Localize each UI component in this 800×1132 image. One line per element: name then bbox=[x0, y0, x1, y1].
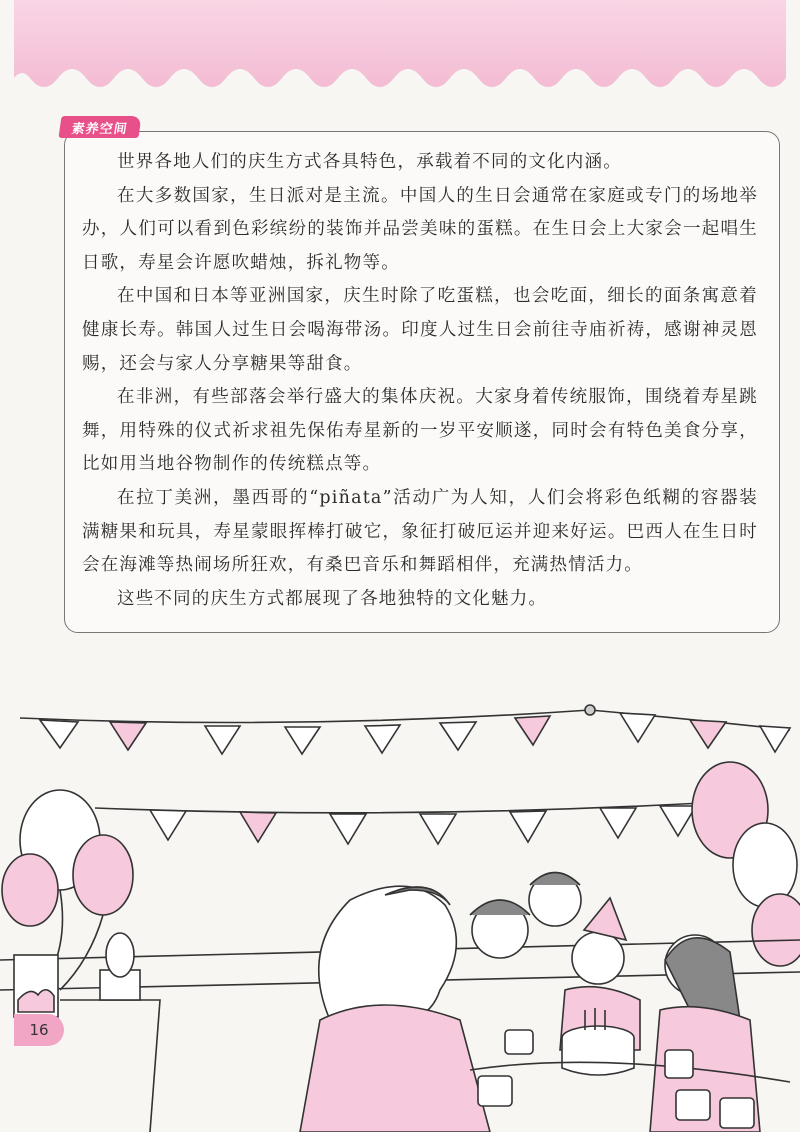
body-text bbox=[82, 146, 758, 616]
page-number bbox=[14, 1014, 64, 1046]
paragraph: 在中国和日本等亚洲国家，庆生时除了吃蛋糕，也会吃面，细长的面条寓意着健康长寿。韩国人过生日会喝海带汤。印度人过生日会前往寺庙祈祷，感谢神灵恩赐，还会与家人分享糖果等甜食。 bbox=[82, 286, 758, 374]
paragraph: 世界各地人们的庆生方式各具特色，承载着不同的文化内涵。 bbox=[117, 152, 622, 172]
section-tag bbox=[58, 116, 141, 138]
paragraph: 在大多数国家，生日派对是主流。中国人的生日会通常在家庭或专门的场地举办，人们可以看到色彩缤纷的装饰并品尝美味的蛋糕。在生日会上大家会一起唱生日歌，寿星会许愿吹蜡烛，拆礼物等。 bbox=[82, 185, 758, 273]
paragraph: 在非洲，有些部落会举行盛大的集体庆祝。大家身着传统服饰，围绕着寿星跳舞，用特殊的仪式祈求祖先保佑寿星新的一岁平安顺遂，同时会有特色美食分享，比如用当地谷物制作的传统糕点等。 bbox=[82, 387, 758, 475]
page-number-text: 16 bbox=[29, 1021, 49, 1039]
section-tag-label: 素养空间 bbox=[70, 121, 129, 137]
top-banner bbox=[0, 0, 800, 120]
paragraph: 在拉丁美洲，墨西哥的“piñata”活动广为人知，人们会将彩色纸糊的容器装满糖果和玩具，寿星蒙眼挥棒打破它，象征打破厄运并迎来好运。巴西人在生日时会在海滩等热闹场所狂欢，有桑巴音乐和舞蹈相伴，充满热情活力。 bbox=[82, 487, 758, 576]
paragraph: 这些不同的庆生方式都展现了各地独特的文化魅力。 bbox=[117, 588, 548, 609]
birthday-party-illustration bbox=[0, 690, 800, 1132]
